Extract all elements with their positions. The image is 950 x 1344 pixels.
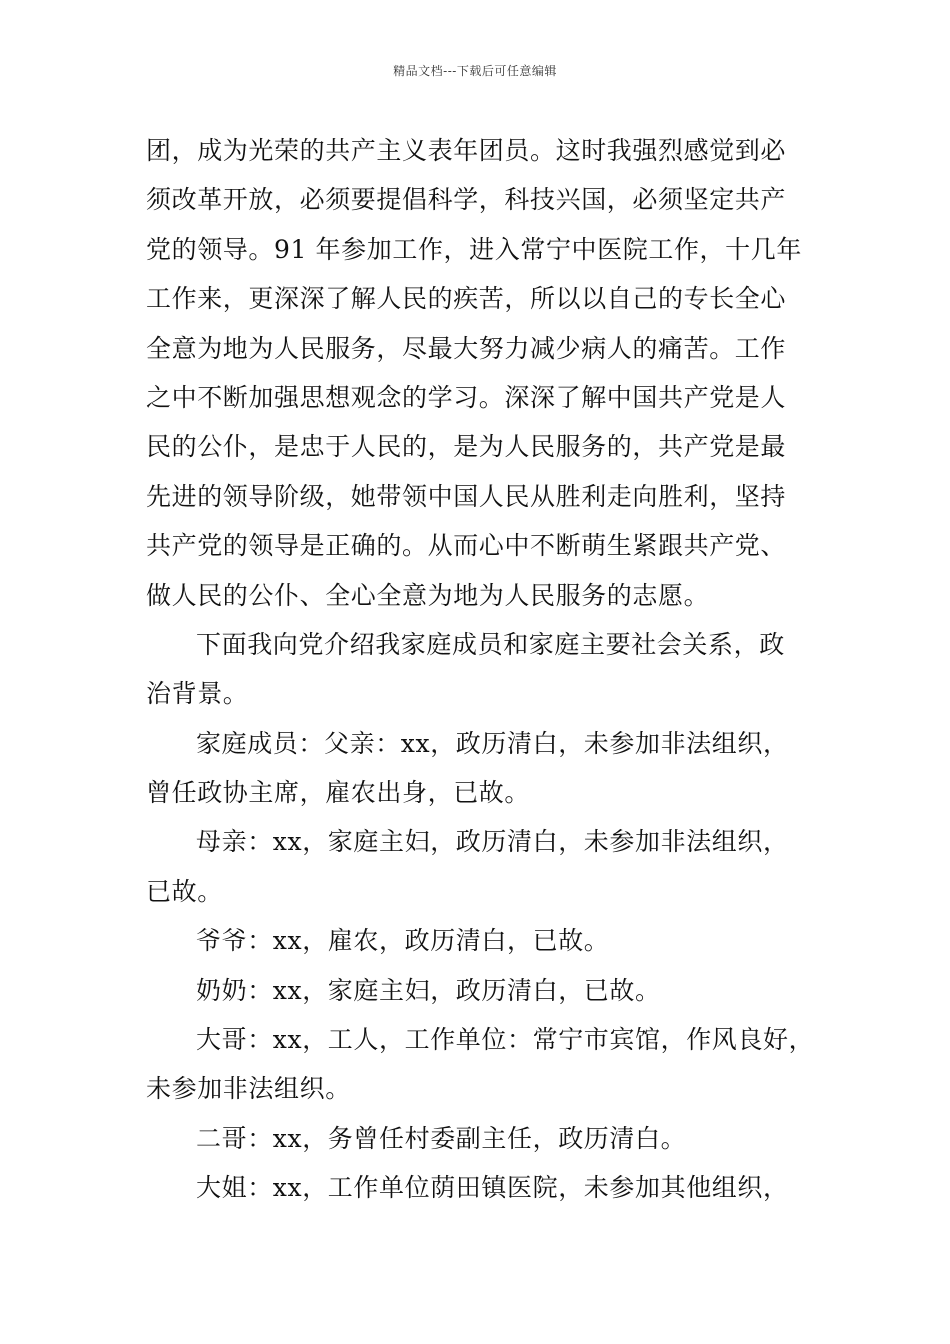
text-line: 家庭成员：父亲：xx，政历清白，未参加非法组织， [196,728,789,758]
text-line: 大哥：xx，工人，工作单位：常宁市宾馆，作风良好， [196,1025,815,1055]
text-line: 之中不断加强思想观念的学习。深深了解中国共产党是人 [146,382,787,412]
text-line: 爷爷：xx，雇农，政历清白，已故。 [196,926,610,956]
text-line: 曾任政协主席，雇农出身，已故。 [146,778,531,808]
text-line: 工作来，更深深了解人民的疾苦，所以以自己的专长全心 [146,284,787,314]
text-line: 先进的领导阶级，她带领中国人民从胜利走向胜利，坚持 [146,481,787,511]
text-line: 大姐：xx，工作单位荫田镇医院，未参加其他组织， [196,1173,789,1203]
text-line: 做人民的公仆、全心全意为地为人民服务的志愿。 [146,580,710,610]
text-line: 党的领导。91 年参加工作，进入常宁中医院工作，十几年 [146,234,802,264]
text-line: 团，成为光荣的共产主义表年团员。这时我强烈感觉到必 [146,136,787,165]
text-line: 母亲：xx，家庭主妇，政历清白，未参加非法组织， [196,827,789,857]
text-line: 共产党的领导是正确的。从而心中不断萌生紧跟共产党、 [146,531,787,561]
text-line: 民的公仆，是忠于人民的，是为人民服务的，共产党是最 [146,432,787,462]
text-line: 已故。 [146,876,223,906]
text-line: 二哥：xx，务曾任村委副主任，政历清白。 [196,1123,687,1153]
text-line: 全意为地为人民服务，尽最大努力减少病人的痛苦。工作 [146,333,787,363]
document-body [146,126,818,1213]
text-line: 奶奶：xx，家庭主妇，政历清白，已故。 [196,975,661,1005]
text-line: 治背景。 [146,679,249,709]
text-line: 下面我向党介绍我家庭成员和家庭主要社会关系，政 [196,629,785,659]
text-line: 未参加非法组织。 [146,1074,351,1104]
text-line: 须改革开放，必须要提倡科学，科技兴国，必须坚定共产 [146,185,787,215]
page-header: 精品文档---下载后可任意编辑 [393,64,557,78]
